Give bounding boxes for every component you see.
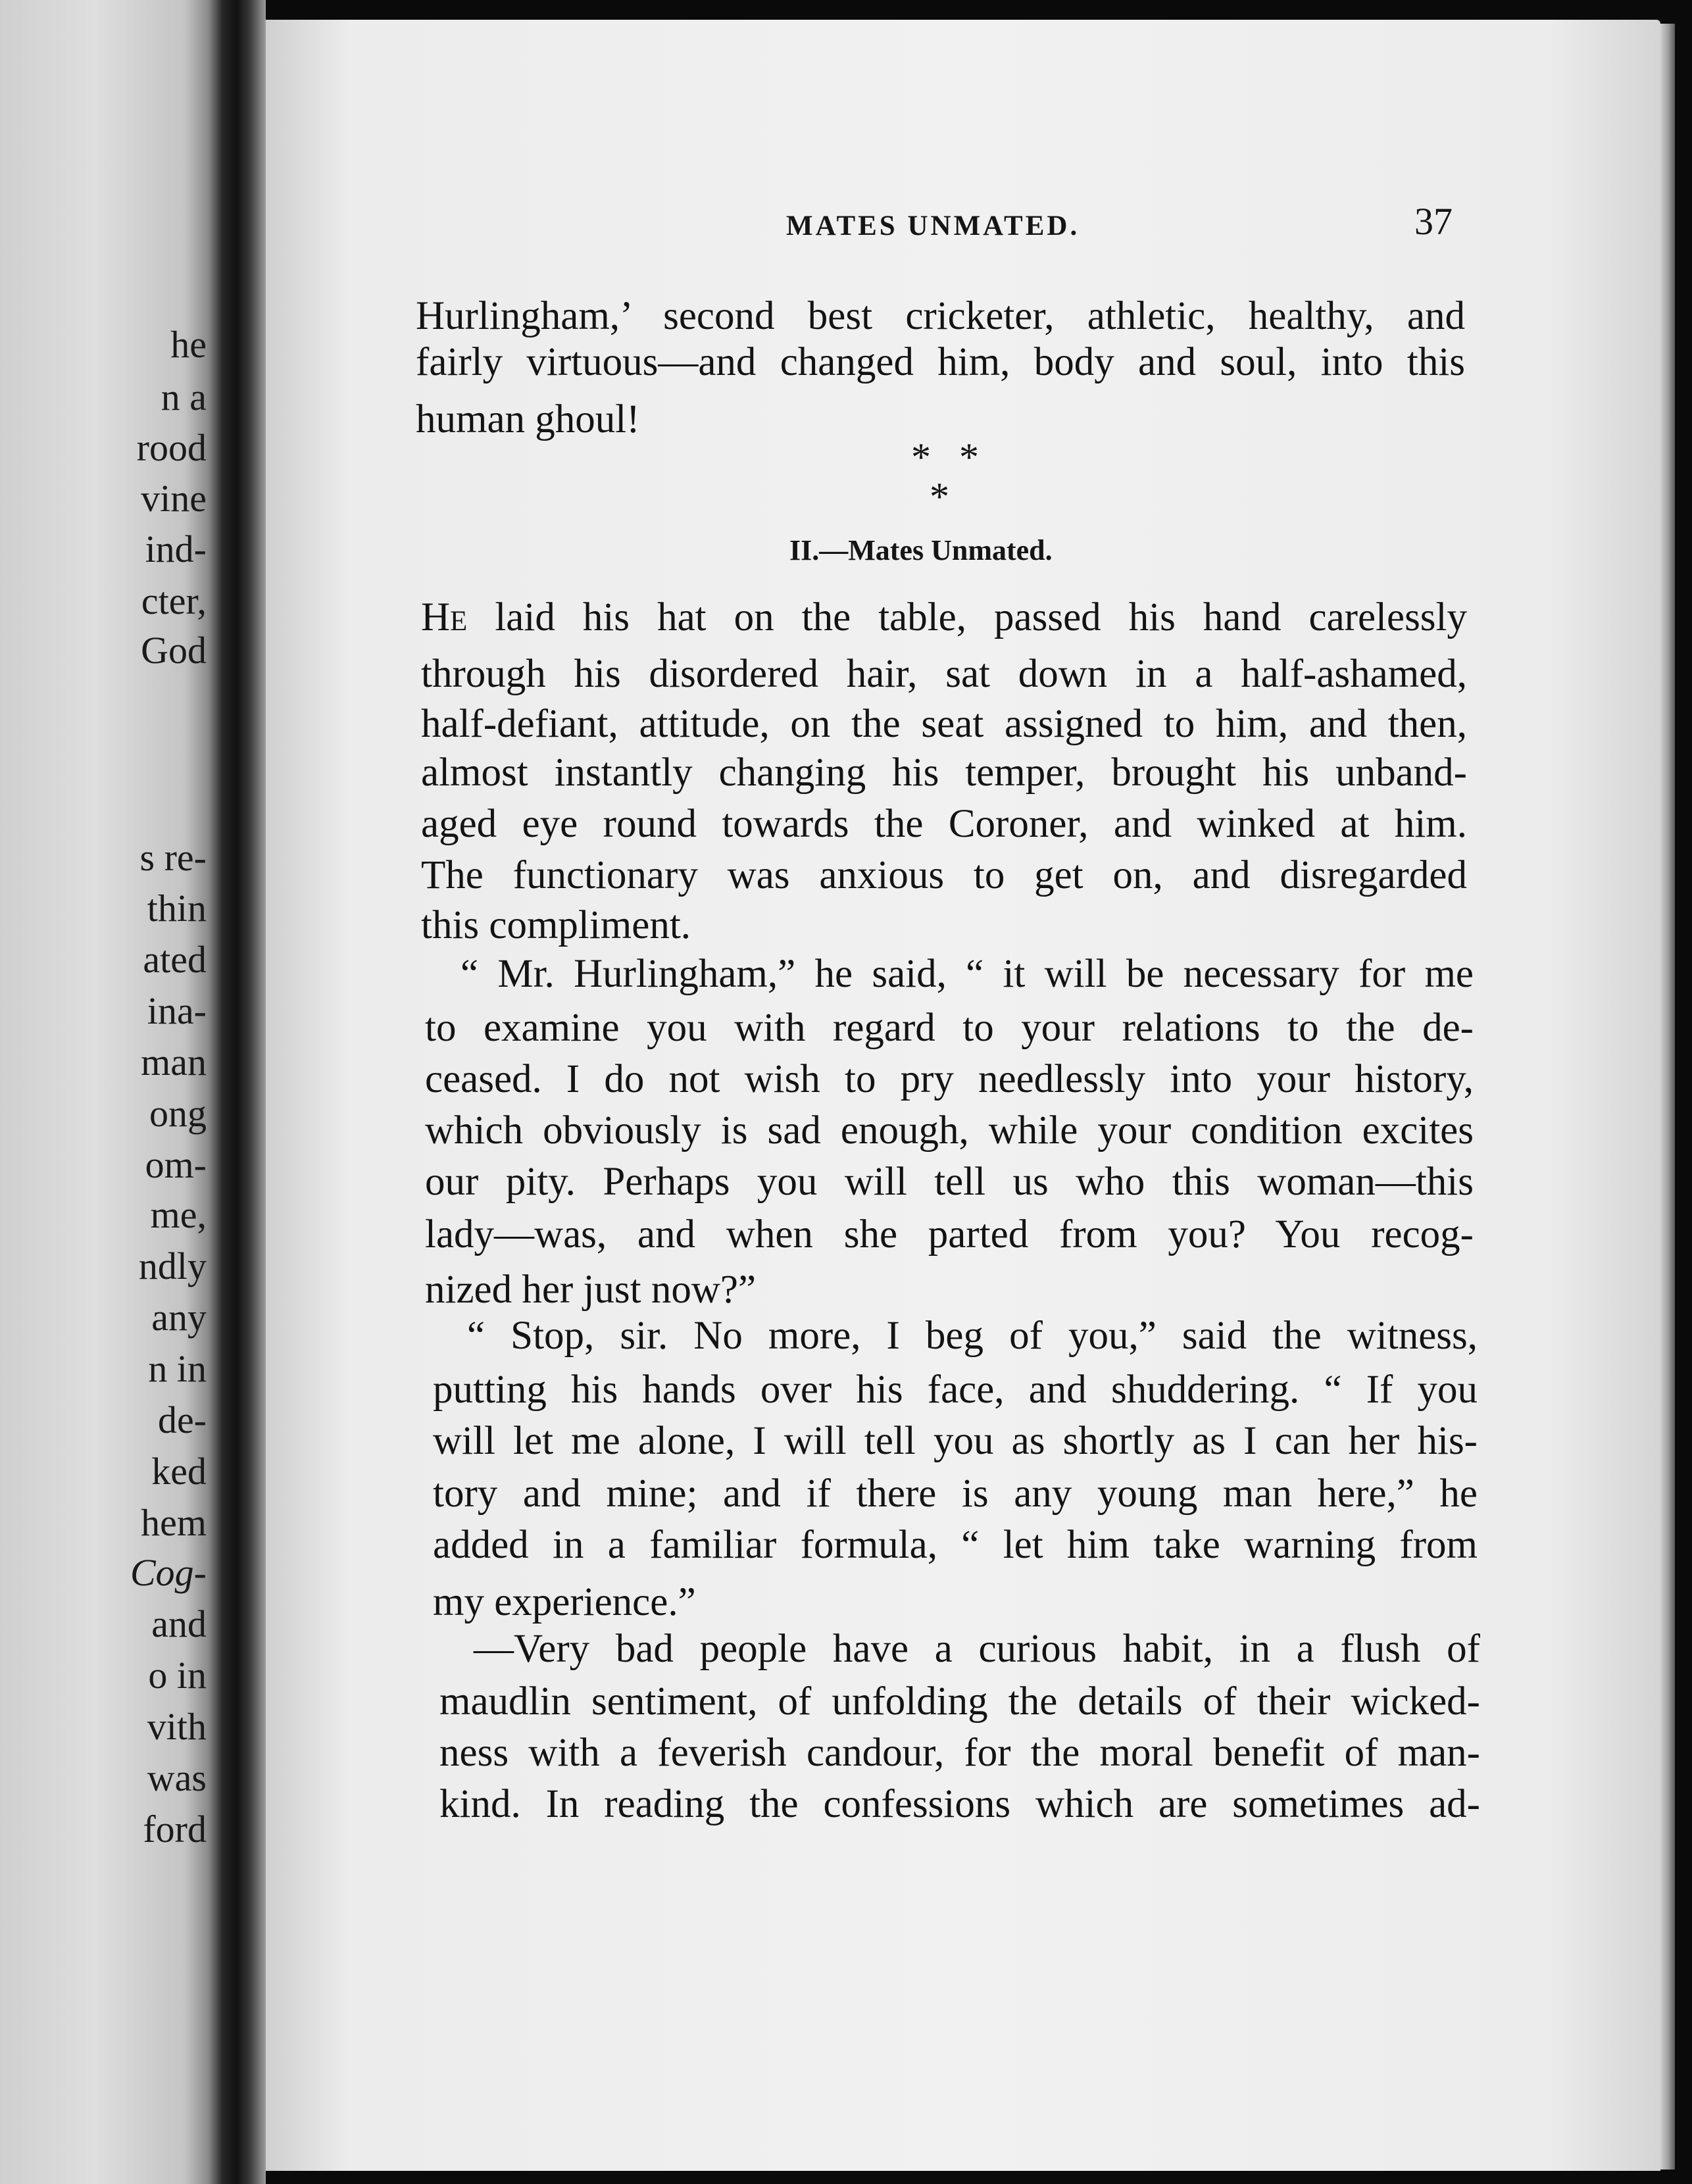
- text-line: —Very bad people have a curious habit, in a flush of: [474, 1627, 1480, 1671]
- text-line: will let me alone, I will tell you as shortly as I can her his-: [433, 1419, 1478, 1463]
- left-page-line: vine: [141, 477, 207, 520]
- left-page-line: God: [141, 629, 207, 672]
- paragraph-first-line: [421, 597, 1467, 637]
- left-page-line: ina-: [147, 989, 207, 1032]
- text-line: putting his hands over his face, and shuddering. “ If you: [433, 1368, 1478, 1412]
- text-line: this compliment.: [421, 903, 691, 947]
- text-line: Hurlingham,’ second best cricketer, athletic, healthy, and: [416, 294, 1465, 338]
- left-page-line: hem: [141, 1501, 207, 1544]
- text-line: kind. In reading the confessions which are sometimes ad-: [439, 1782, 1480, 1826]
- left-page-line: cter,: [141, 580, 207, 622]
- left-page-line: Cog-: [130, 1551, 207, 1594]
- text-line: my experience.”: [433, 1580, 696, 1624]
- text-line: our pity. Perhaps you will tell us who this woman—this: [425, 1160, 1474, 1204]
- left-page-line: ked: [151, 1450, 207, 1493]
- text-line: aged eye round towards the Coroner, and winked at him.: [421, 802, 1467, 846]
- text-line: almost instantly changing his temper, brought his unband-: [421, 751, 1467, 795]
- left-page-line: o in: [148, 1654, 207, 1697]
- asterism-top: * *: [911, 435, 988, 479]
- left-page-line: and: [151, 1602, 207, 1645]
- text-line: “ Stop, sir. No more, I beg of you,” said the witness,: [467, 1314, 1478, 1358]
- left-page-line: s re-: [139, 836, 207, 879]
- text-line: fairly virtuous—and changed him, body and soul, into this: [416, 340, 1465, 384]
- left-page-line: ford: [143, 1808, 207, 1850]
- text-line: human ghoul!: [416, 397, 640, 441]
- text-line: tory and mine; and if there is any young man here,” he: [433, 1472, 1478, 1516]
- text-line: ness with a feverish candour, for the moral benefit of man-: [439, 1731, 1480, 1775]
- asterism-bottom: *: [930, 475, 958, 518]
- left-page-line: ind-: [145, 528, 207, 570]
- left-page-line: me,: [150, 1193, 207, 1236]
- left-page-line: ong: [149, 1092, 207, 1135]
- page-edge: [1660, 24, 1675, 2170]
- text-line: nized her just now?”: [425, 1268, 757, 1312]
- left-page-line: rood: [136, 426, 207, 469]
- text-line: The functionary was anxious to get on, and disregarded: [421, 853, 1467, 897]
- left-page-line: man: [141, 1041, 207, 1083]
- left-page-line: thin: [147, 887, 207, 930]
- left-page-line: was: [147, 1756, 207, 1799]
- section-heading: II.—Mates Unmated.: [789, 534, 1053, 566]
- text-line: lady—was, and when she parted from you? You recog-: [425, 1212, 1474, 1256]
- text-line: “ Mr. Hurlingham,” he said, “ it will be necessary for me: [460, 952, 1474, 996]
- left-page-line: ated: [143, 938, 207, 981]
- left-page: [0, 0, 237, 2184]
- text-line: which obviously is sad enough, while your condition excites: [425, 1108, 1474, 1153]
- drop-cap-word: He: [421, 595, 468, 639]
- page-number: 37: [1414, 200, 1453, 243]
- left-page-line: vith: [147, 1705, 207, 1748]
- left-page-line: n in: [148, 1347, 207, 1390]
- text-line: laid his hat on the table, passed his hand carelessly: [495, 595, 1467, 639]
- text-line: added in a familiar formula, “ let him take warning from: [433, 1523, 1478, 1567]
- text-line: through his disordered hair, sat down in a half-ashamed,: [421, 652, 1467, 696]
- text-line: half-defiant, attitude, on the seat assigned to him, and then,: [421, 702, 1467, 746]
- left-page-line: he: [170, 323, 207, 366]
- book-gutter: [237, 0, 266, 2184]
- left-page-line: de-: [157, 1399, 207, 1441]
- left-page-line: om-: [145, 1143, 207, 1186]
- text-line: to examine you with regard to your relations to the de-: [425, 1006, 1474, 1050]
- running-head: MATES UNMATED.: [786, 211, 1080, 241]
- left-page-line: n a: [161, 376, 207, 418]
- left-page-line: any: [151, 1296, 207, 1339]
- left-page-line: ndly: [138, 1245, 207, 1287]
- text-line: maudlin sentiment, of unfolding the details of their wicked-: [439, 1679, 1480, 1724]
- text-line: ceased. I do not wish to pry needlessly into your history,: [425, 1057, 1474, 1101]
